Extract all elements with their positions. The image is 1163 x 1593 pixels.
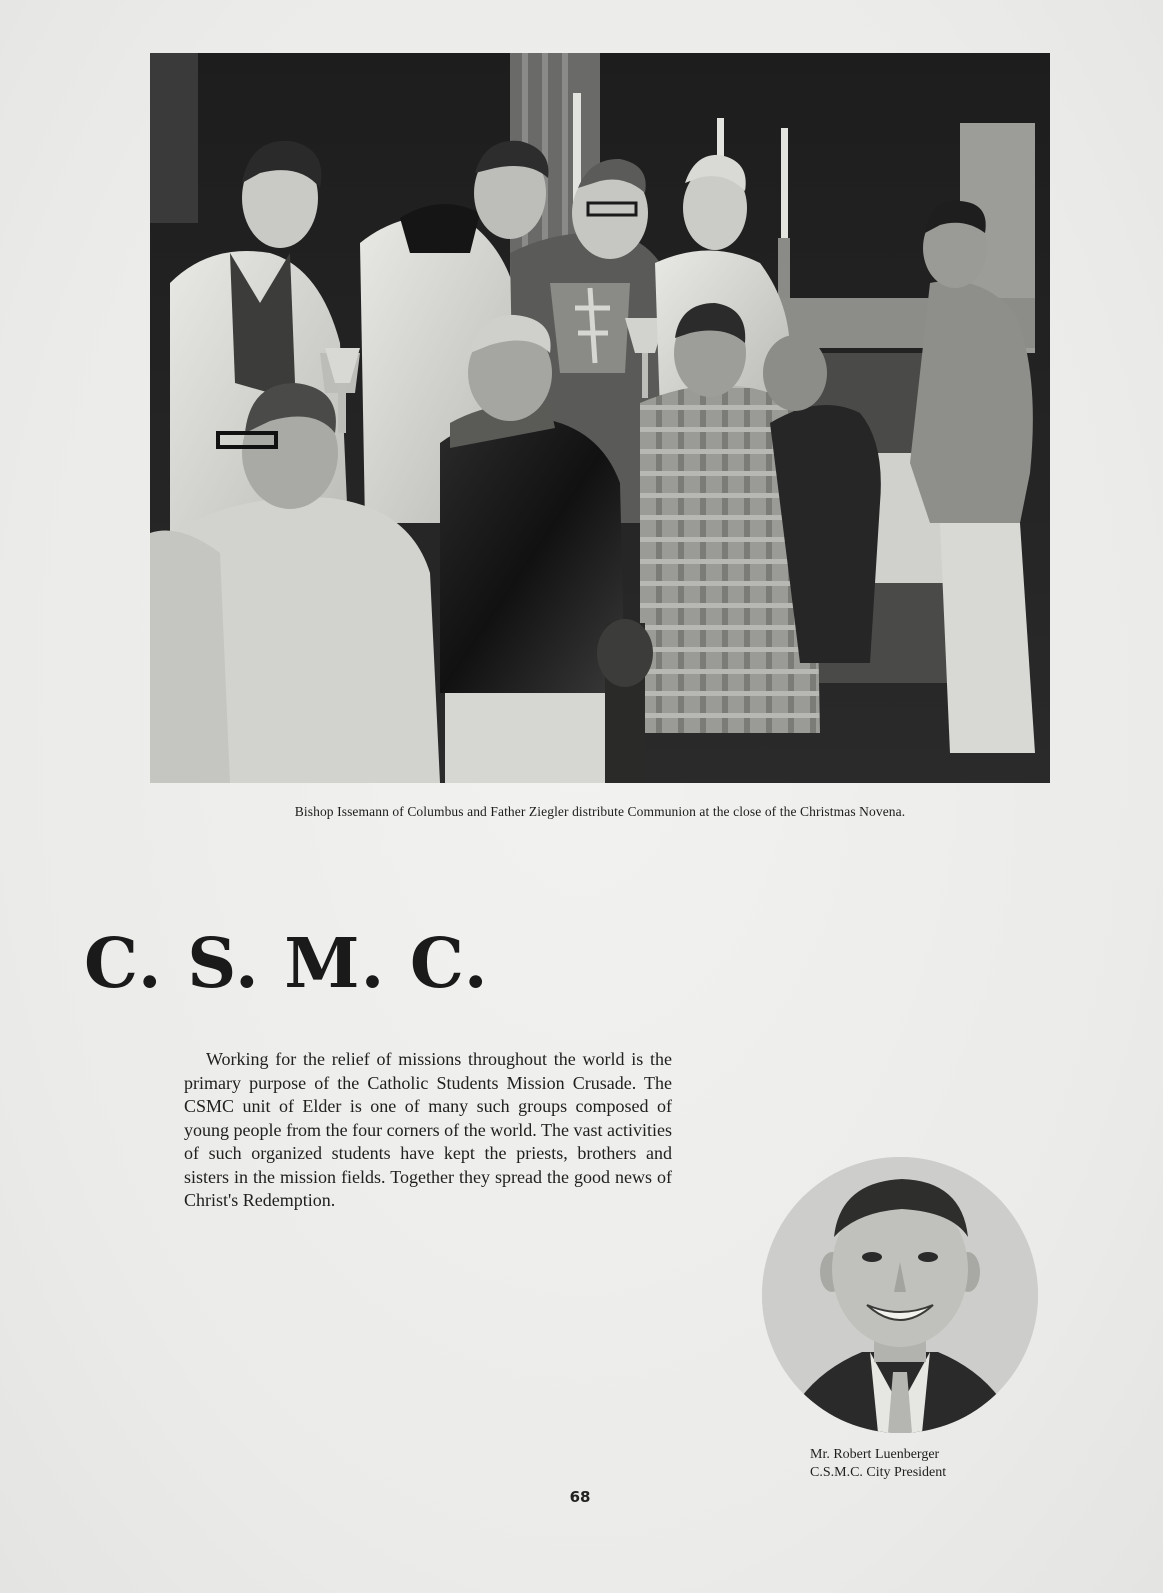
photo-caption: Bishop Issemann of Columbus and Father Ziegler distribute Communion at the close of the Christmas Novena. [294, 804, 906, 819]
communion-photo-image [150, 53, 1050, 783]
portrait-name: Mr. Robert Luenberger [810, 1447, 940, 1462]
page-number: 68 [569, 1488, 591, 1506]
president-portrait [762, 1157, 1038, 1433]
portrait-title: C.S.M.C. City President [810, 1465, 947, 1480]
section-body-text: Working for the relief of missions throughout the world is the primary purpose of the Catholic Students Mission Crusade. The CSMC unit of Elder is one of many such groups composed of young people from the four corners of the world. The vast activities of such organized students have kept the priests, brothers and sisters in the mission fields. Together they spread the good news of Christ's Redemption. [184, 1049, 672, 1210]
president-portrait-image [762, 1157, 1038, 1433]
portrait-caption [810, 1446, 1010, 1482]
section-heading: C. S. M. C. [84, 924, 489, 1004]
communion-photo [150, 53, 1050, 783]
